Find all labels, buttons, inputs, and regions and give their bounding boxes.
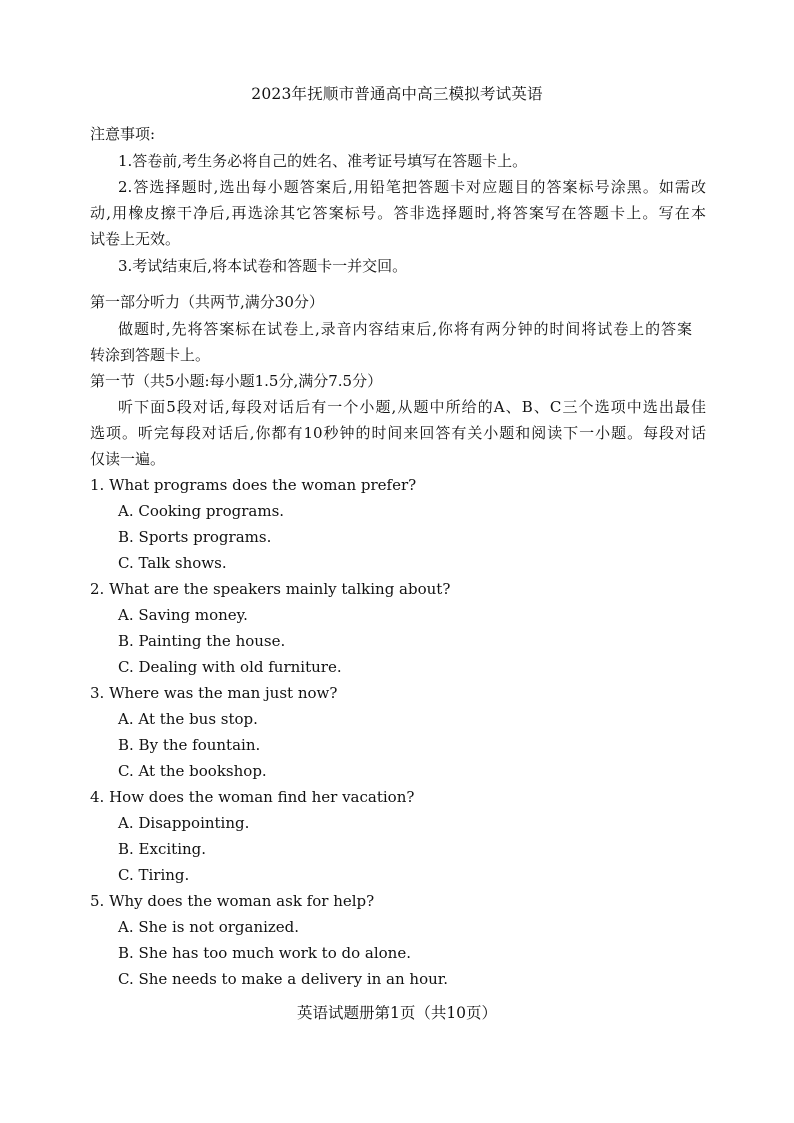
question-3: 3. Where was the man just now? [90, 684, 338, 702]
question-1-option-c: C. Talk shows. [118, 554, 227, 572]
notice-item-2-line-3: 试卷上无效。 [90, 230, 181, 248]
question-2-option-b: B. Painting the house. [118, 632, 286, 650]
question-5-option-b: B. She has too much work to do alone. [118, 944, 411, 962]
section1-instruction-line-2: 选项。听完每段对话后,你都有10秒钟的时间来回答有关小题和阅读下一小题。每段对话 [90, 424, 706, 442]
part1-heading: 第一部分听力（共两节,满分30分） [90, 293, 324, 311]
part1-instruction-line-2: 转涂到答题卡上。 [90, 346, 211, 364]
question-3-option-b: B. By the fountain. [118, 736, 261, 754]
section1-instruction-line-1: 听下面5段对话,每段对话后有一个小题,从题中所给的A、B、C三个选项中选出最佳 [118, 398, 706, 416]
question-3-option-a: A. At the bus stop. [118, 710, 258, 728]
notice-heading: 注意事项: [90, 125, 156, 143]
section1-instruction-line-3: 仅读一遍。 [90, 450, 166, 468]
notice-item-2-line-1: 2.答选择题时,选出每小题答案后,用铅笔把答题卡对应题目的答案标号涂黑。如需改 [118, 178, 706, 196]
question-4-option-b: B. Exciting. [118, 840, 207, 858]
question-2-option-a: A. Saving money. [118, 606, 248, 624]
question-4-option-c: C. Tiring. [118, 866, 190, 884]
question-4: 4. How does the woman find her vacation? [90, 788, 415, 806]
question-5: 5. Why does the woman ask for help? [90, 892, 375, 910]
page-footer: 英语试题册第1页（共10页） [296, 1004, 498, 1022]
question-3-option-c: C. At the bookshop. [118, 762, 267, 780]
part1-instruction-line-1: 做题时,先将答案标在试卷上,录音内容结束后,你将有两分钟的时间将试卷上的答案 [118, 320, 692, 338]
notice-item-3: 3.考试结束后,将本试卷和答题卡一并交回。 [118, 257, 408, 275]
question-4-option-a: A. Disappointing. [118, 814, 250, 832]
question-1-option-b: B. Sports programs. [118, 528, 272, 546]
question-2-option-c: C. Dealing with old furniture. [118, 658, 342, 676]
notice-item-1: 1.答卷前,考生务必将自己的姓名、准考证号填写在答题卡上。 [118, 152, 528, 170]
exam-title: 2023年抚顺市普通高中高三模拟考试英语 [251, 85, 543, 103]
notice-item-2-line-2: 动,用橡皮擦干净后,再选涂其它答案标号。答非选择题时,将答案写在答题卡上。写在本 [90, 204, 706, 222]
question-5-option-a: A. She is not organized. [118, 918, 300, 936]
section1-heading: 第一节（共5小题:每小题1.5分,满分7.5分） [90, 372, 383, 390]
question-1: 1. What programs does the woman prefer? [90, 476, 417, 494]
question-2: 2. What are the speakers mainly talking about? [90, 580, 451, 598]
question-1-option-a: A. Cooking programs. [118, 502, 285, 520]
question-5-option-c: C. She needs to make a delivery in an hour. [118, 970, 449, 988]
